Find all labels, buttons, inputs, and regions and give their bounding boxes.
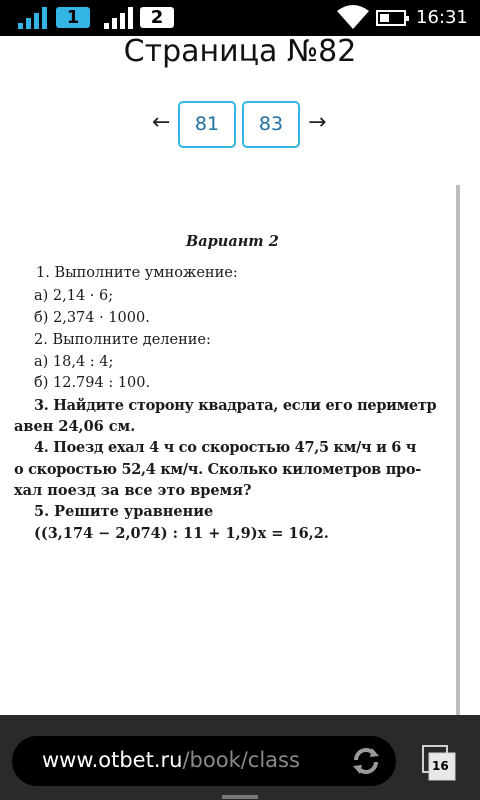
page-edge [456, 185, 460, 715]
task-line: б) 12.794 : 100. [34, 375, 151, 391]
sim2-badge: 2 [140, 7, 174, 28]
url-path: /book/class [182, 748, 300, 772]
task-line: 5. Решите уравнение [34, 503, 214, 520]
task-line: 2. Выполните деление: [34, 332, 211, 348]
scanned-page-image [0, 185, 480, 715]
task-line: 3. Найдите сторону квадрата, если его периметр [34, 397, 437, 414]
task-line: 4. Поезд ехал 4 ч со скоростью 47,5 км/ч и 6 ч [34, 439, 417, 456]
page-title: Страница №82 [123, 34, 357, 69]
task-line: авен 24,06 см. [14, 418, 136, 435]
bottom-handle [222, 795, 258, 799]
task-line: о скоростью 52,4 км/ч. Сколько километров про- [14, 461, 421, 478]
wifi-icon [336, 4, 370, 30]
task-line: б) 2,374 · 1000. [34, 310, 150, 326]
url-text[interactable] [42, 748, 300, 772]
signal-sim1-icon [18, 7, 52, 29]
task-line: а) 18,4 : 4; [34, 354, 114, 370]
next-page-button[interactable]: 83 [242, 101, 300, 148]
clock: 16:31 [416, 7, 468, 28]
battery-icon [376, 10, 406, 26]
signal-sim2-icon [104, 7, 138, 29]
next-arrow-icon[interactable]: → [308, 110, 327, 135]
task-line: хал поезд за все это время? [14, 482, 252, 499]
variant-heading: Вариант 2 [186, 233, 279, 250]
url-host: www.otbet.ru [42, 748, 183, 772]
browser-bottom-bar [0, 715, 480, 800]
status-bar [0, 0, 480, 36]
tab-count-badge: 16 [432, 759, 449, 773]
sim1-badge: 1 [56, 7, 90, 28]
address-bar[interactable] [12, 736, 396, 786]
prev-arrow-icon[interactable]: ← [152, 110, 171, 135]
task-line: ((3,174 − 2,074) : 11 + 1,9)x = 16,2. [34, 525, 329, 542]
task-line: а) 2,14 · 6; [34, 288, 114, 304]
prev-page-button[interactable]: 81 [178, 101, 236, 148]
refresh-icon[interactable] [350, 745, 382, 777]
task-line: 1. Выполните умножение: [36, 265, 238, 281]
